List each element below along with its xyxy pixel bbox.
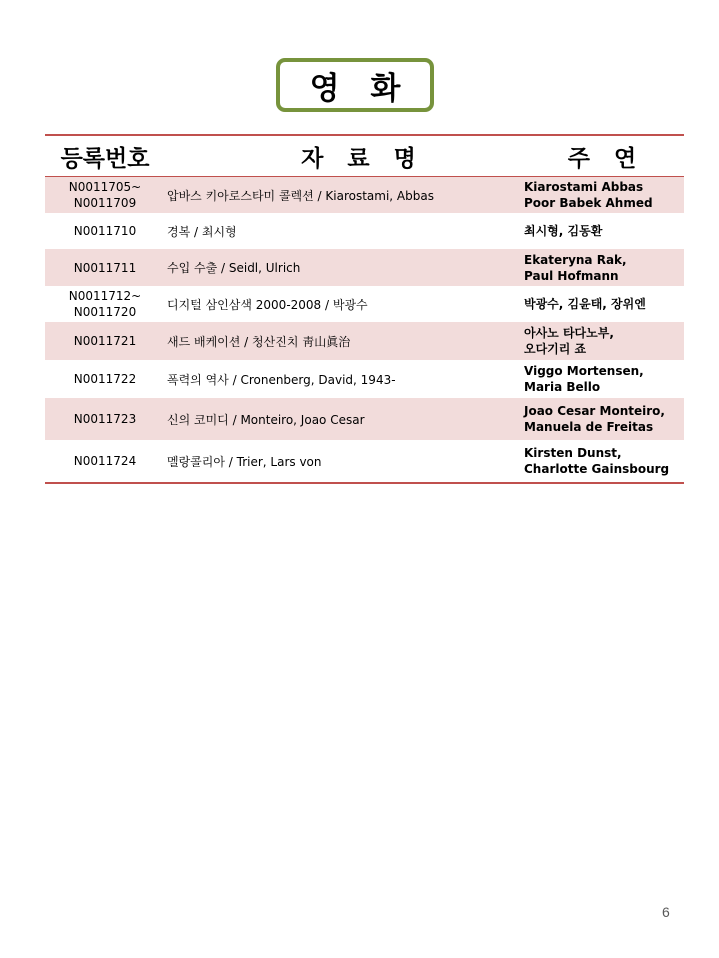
table-row [45, 360, 684, 398]
cast: Joao Cesar Monteiro, Manuela de Freitas [524, 404, 665, 434]
table-row [45, 398, 684, 440]
cast: 박광수, 김윤태, 장위엔 [524, 297, 646, 311]
table-row [45, 286, 684, 322]
registration-number: N0011712~ N0011720 [68, 289, 142, 319]
page-number: 6 [662, 904, 670, 920]
table-row [45, 440, 684, 482]
cast: Ekateryna Rak, Paul Hofmann [524, 252, 627, 283]
registration-number: N0011722 [73, 372, 137, 386]
table-row [45, 213, 684, 249]
film-table [45, 134, 684, 484]
page-title-text: 영 화 [309, 70, 411, 107]
material-title: 디지털 삼인삼색 2000-2008 / 박광수 [167, 297, 368, 312]
table-row [45, 177, 684, 213]
header-cast: 주 연 [567, 145, 645, 172]
registration-number: N0011721 [73, 334, 137, 348]
material-title: 경복 / 최시형 [167, 224, 237, 239]
header-registration-number: 등록번호 [60, 145, 150, 172]
material-title: 폭력의 역사 / Cronenberg, David, 1943- [167, 372, 396, 387]
table-row [45, 249, 684, 286]
registration-number: N0011724 [73, 454, 137, 468]
material-title: 수입 수출 / Seidl, Ulrich [167, 261, 301, 275]
cast: 아사노 타다노부, 오다기리 죠 [524, 326, 614, 356]
cast: Kiarostami Abbas Poor Babek Ahmed [524, 180, 653, 210]
registration-number: N0011711 [73, 260, 137, 275]
registration-number: N0011710 [73, 224, 137, 238]
cast: Kirsten Dunst, Charlotte Gainsbourg [524, 446, 670, 476]
cast: 최시형, 김동환 [524, 224, 603, 238]
registration-number: N0011723 [73, 412, 137, 426]
table-row [45, 322, 684, 360]
registration-number: N0011705~ N0011709 [68, 180, 142, 210]
table-header [45, 136, 684, 177]
material-title: 멜랑콜리아 / Trier, Lars von [167, 454, 322, 469]
material-title: 신의 코미디 / Monteiro, Joao Cesar [167, 412, 365, 427]
cast: Viggo Mortensen, Maria Bello [524, 364, 644, 394]
material-title: 새드 배케이션 / 청산진치 靑山眞治 [167, 334, 351, 349]
material-title: 압바스 키아로스타미 콜렉션 / Kiarostami, Abbas [167, 188, 434, 203]
header-material-title: 자 료 명 [301, 145, 424, 172]
page-title [276, 58, 434, 112]
